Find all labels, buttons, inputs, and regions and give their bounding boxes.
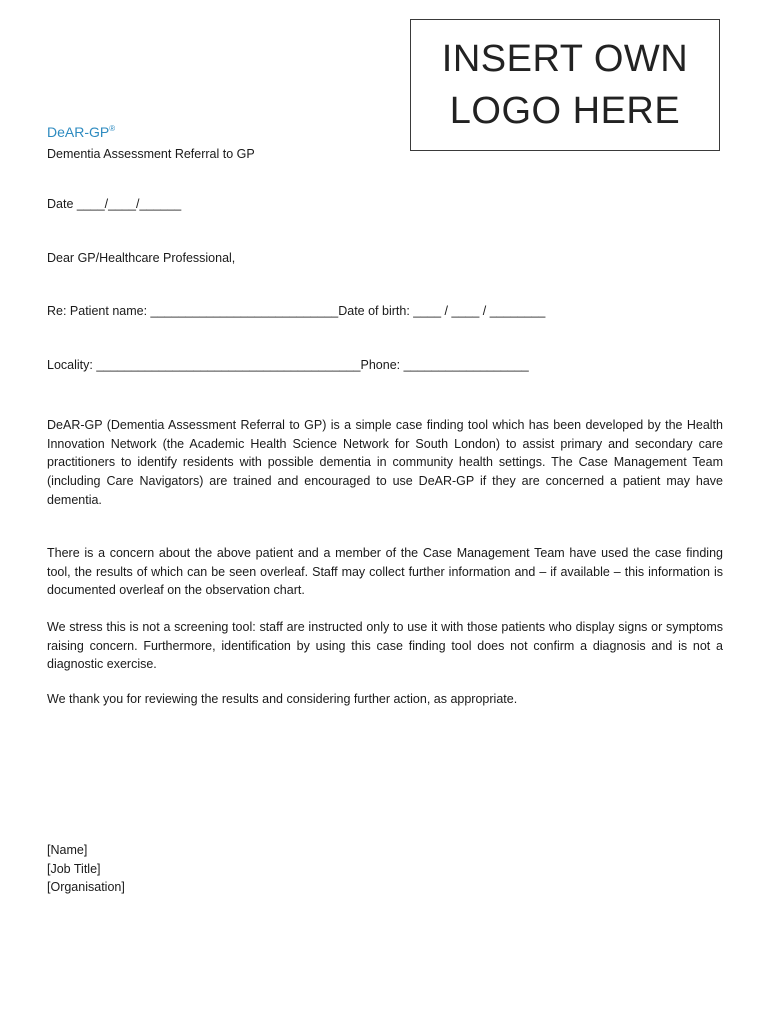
document-subtitle: Dementia Assessment Referral to GP	[47, 147, 255, 161]
body-paragraph-concern: There is a concern about the above patient and a member of the Case Management Team have used the case finding tool, the results of which can be seen overleaf. Staff may collect further information and – if available – this information is documented overleaf on the observation chart.	[47, 546, 723, 598]
date-field: Date ____/____/______	[47, 197, 182, 211]
signoff-organisation: [Organisation]	[47, 880, 125, 894]
body-paragraph-thanks: We thank you for reviewing the results and considering further action, as appropriate.	[47, 692, 518, 706]
brand-name: DeAR-GP	[47, 124, 110, 140]
patient-details-line: Re: Patient name: ___________________________Date of birth: ____ / ____ / ________	[47, 304, 546, 318]
body-paragraph-disclaimer: We stress this is not a screening tool: staff are instructed only to use it with those patients who display signs or symptoms raising concern. Furthermore, identification by using this case finding tool does not confirm a diagnosis and is not a diagnostic exercise.	[47, 620, 723, 672]
logo-placeholder	[410, 19, 720, 151]
logo-line-2: LOGO HERE	[449, 90, 681, 132]
logo-line-1: INSERT OWN	[441, 38, 689, 80]
locality-phone-line: Locality: ______________________________________Phone: __________________	[47, 358, 529, 372]
signoff-name: [Name]	[47, 843, 88, 857]
signature-block	[47, 841, 125, 897]
brand-title	[47, 124, 115, 140]
signoff-job-title: [Job Title]	[47, 861, 101, 876]
greeting: Dear GP/Healthcare Professional,	[47, 251, 236, 265]
body-paragraph-intro: DeAR-GP (Dementia Assessment Referral to GP) is a simple case finding tool which has been developed by the Health Innovation Network (the Academic Health Science Network for South London) to assist primary and secondary care practitioners to identify residents with possible dementia in community health settings. The Case Management Team (including Care Navigators) are trained and encouraged to use DeAR-GP if they are concerned a patient may have dementia.	[47, 418, 723, 507]
registered-mark: ®	[109, 124, 116, 133]
